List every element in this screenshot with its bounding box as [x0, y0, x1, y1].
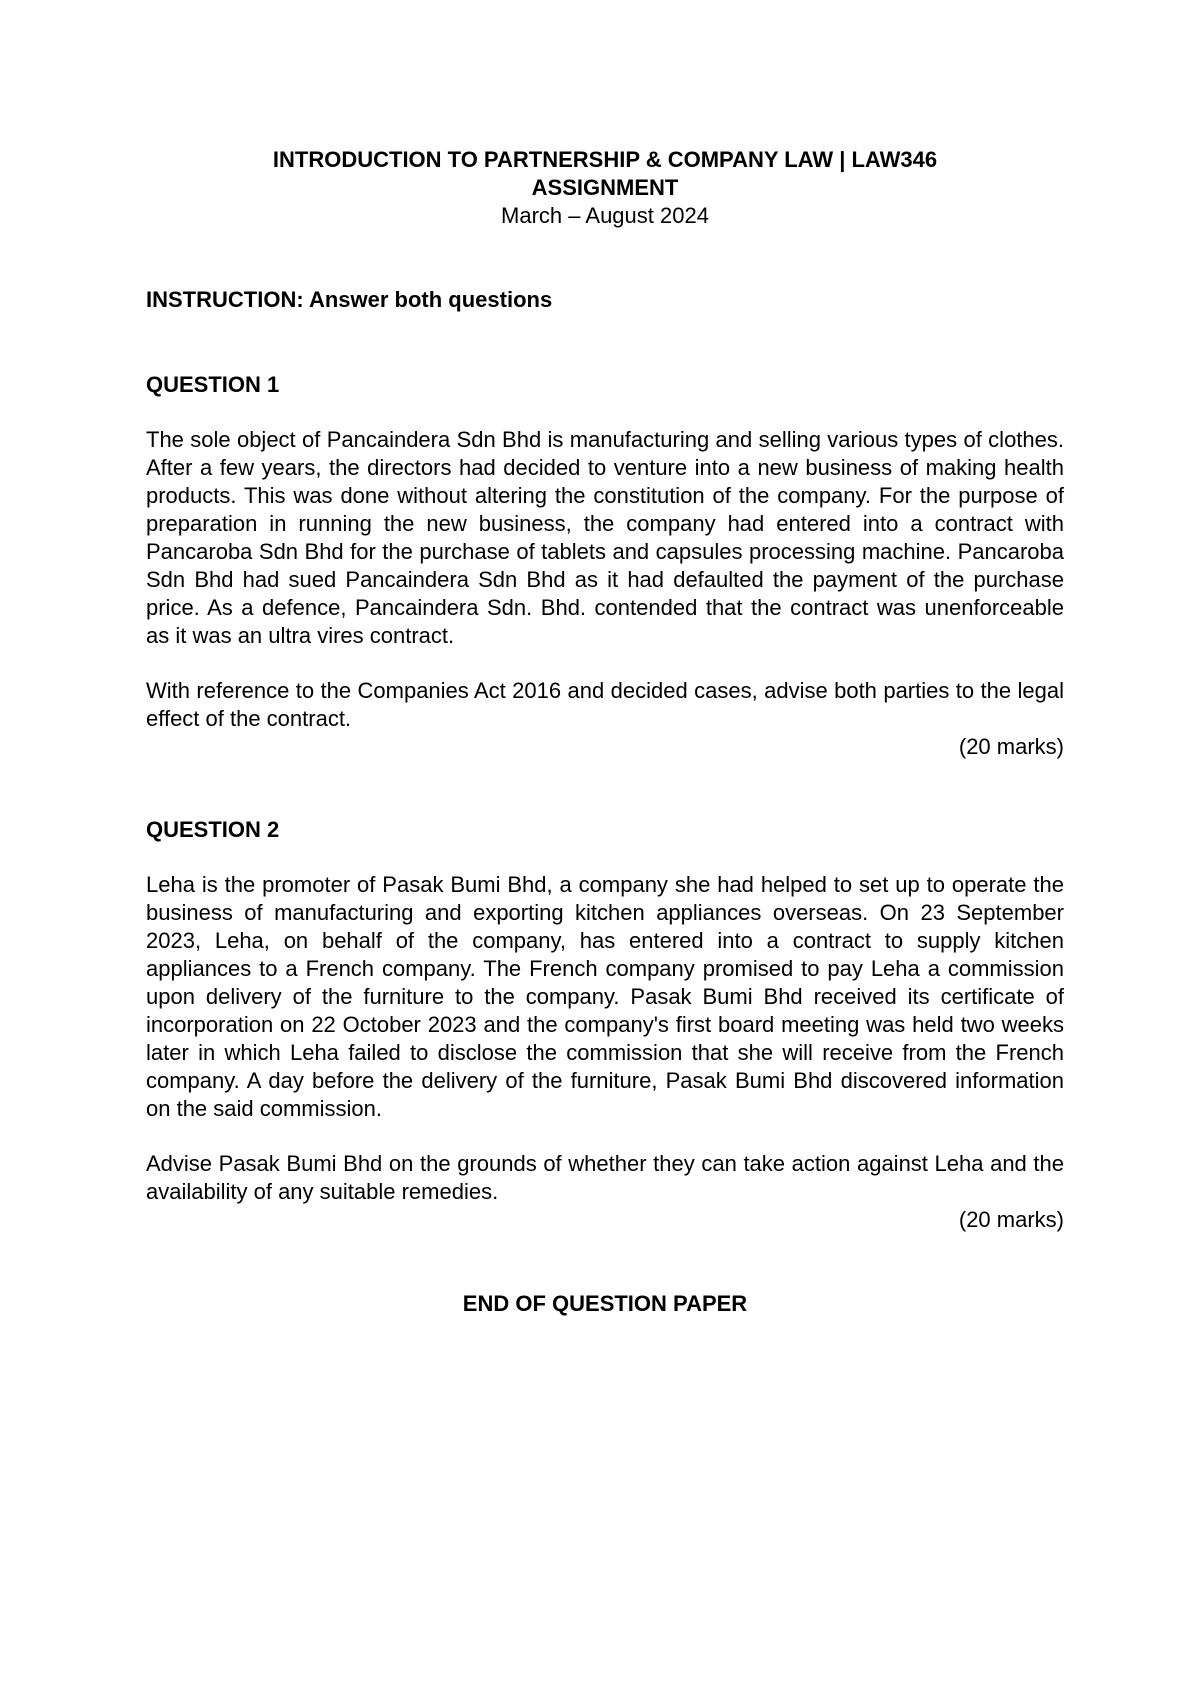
document-subtitle: ASSIGNMENT	[531, 175, 679, 200]
document-title: INTRODUCTION TO PARTNERSHIP & COMPANY LAW | LAW346	[272, 147, 938, 172]
question-2-paragraph-1: Leha is the promoter of Pasak Bumi Bhd, a company she had helped to set up to operate the business of manufacturing and exporting kitchen appliances overseas. On 23 September 2023, Leha, on behalf of the company, has entered into a contract to supply kitchen appliances to a French company. The French company promised to pay Leha a commission upon delivery of the furniture to the company. Pasak Bumi Bhd received its certificate of incorporation on 22 October 2023 and the company's first board meeting was held two weeks later in which Leha failed to disclose the commission that she will receive from the French company. A day before the delivery of the furniture, Pasak Bumi Bhd discovered information on the said commission.	[146, 872, 1064, 1121]
instruction-line: INSTRUCTION: Answer both questions	[146, 287, 553, 312]
document-period: March – August 2024	[501, 203, 709, 228]
end-of-paper-note: END OF QUESTION PAPER	[462, 1291, 748, 1316]
question-2-paragraph-2: Advise Pasak Bumi Bhd on the grounds of whether they can take action against Leha and the availability of any suitable remedies.	[146, 1151, 1064, 1204]
question-1-paragraph-2: With reference to the Companies Act 2016 and decided cases, advise both parties to the legal effect of the contract.	[146, 678, 1064, 731]
question-2-heading: QUESTION 2	[146, 817, 280, 842]
question-1-heading: QUESTION 1	[146, 372, 280, 397]
document-content	[146, 146, 1064, 1318]
question-1-paragraph-1: The sole object of Pancaindera Sdn Bhd is manufacturing and selling various types of clothes. After a few years, the directors had decided to venture into a new business of making health products. This was done without altering the constitution of the company. For the purpose of preparation in running the new business, the company had entered into a contract with Pancaroba Sdn Bhd for the purchase of tablets and capsules processing machine. Pancaroba Sdn Bhd had sued Pancaindera Sdn Bhd as it had defaulted the payment of the purchase price. As a defence, Pancaindera Sdn. Bhd. contended that the contract was unenforceable as it was an ultra vires contract.	[146, 427, 1064, 648]
question-1-marks: (20 marks)	[958, 734, 1064, 759]
question-2-marks: (20 marks)	[958, 1207, 1064, 1232]
